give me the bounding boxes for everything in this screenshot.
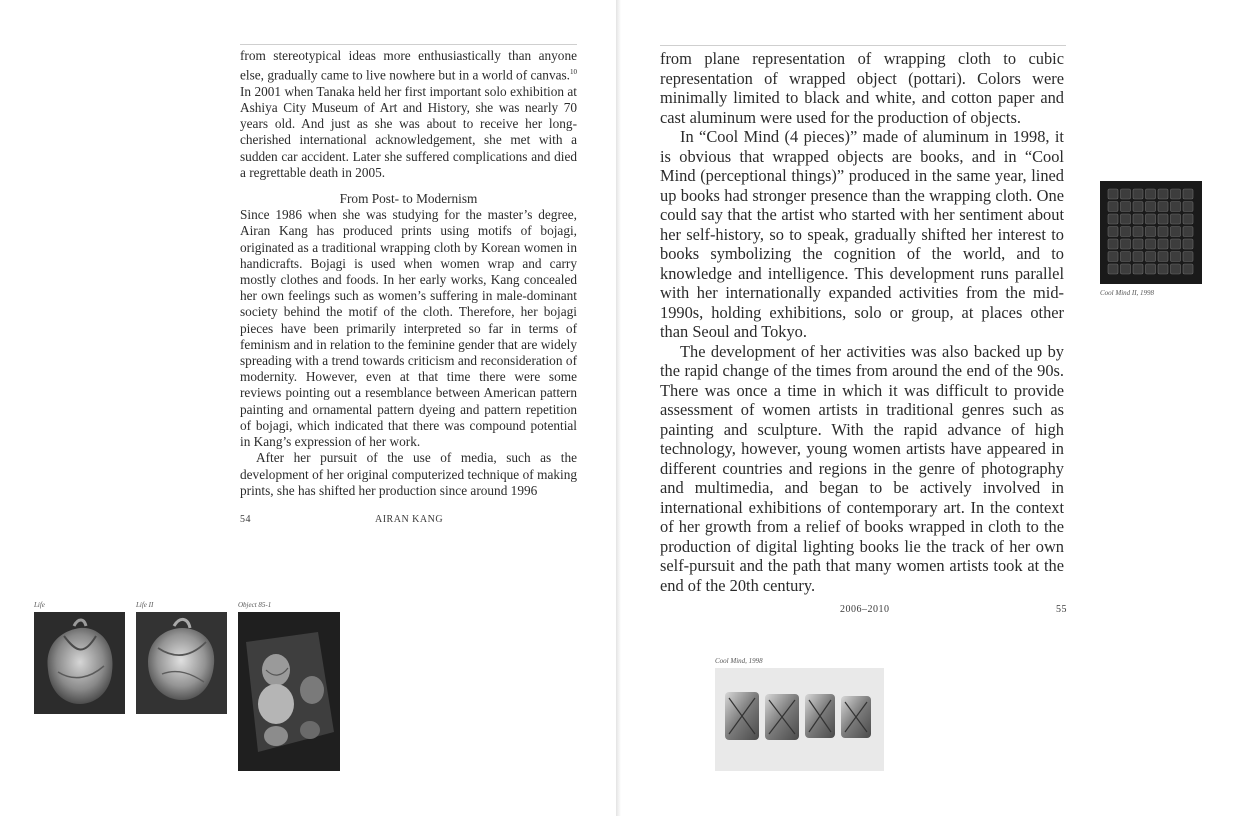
figure-caption-cool-mind: Cool Mind, 1998: [715, 657, 763, 665]
paragraph-pottari: from plane representation of wrapping cloth to cubic representation of wrapped object (pottari). Colors were minimally limited to black and white, and cotton paper and cast aluminum were used for the production of objects.: [660, 49, 1064, 127]
book-tile: [1121, 202, 1131, 212]
book-tile: [1108, 202, 1118, 212]
left-body-text: [240, 48, 577, 499]
paragraph-cool-mind: In “Cool Mind (4 pieces)” made of aluminum in 1998, it is obvious that wrapped objects are books, and in “Cool Mind (perceptional things)” produced in the same year, lined up books had stronger presence than the wrapping cloth. One could say that the artist who started with her sentiment about her self-history, so to speak, gradually shifted her interest to books symbolizing the cognition of the world, and to knowledge and intelligence. This development runs parallel with her internationally expanded activities from the mid-1990s, holding exhibitions, solo or group, at places other than Seoul and Tokyo.: [660, 127, 1064, 341]
paragraph-development: The development of her activities was also backed up by the rapid change of the times from around the end of the 90s. There was once a time in which it was difficult to provide assessment of women artists in traditional genres such as painting and sculpture. With the rapid advance of high technology, however, young women artists have appeared in different countries and regions in the genre of photography and multimedia, and began to be actively involved in international exhibitions of contemporary art. In the context of her growth from a relief of books wrapped in cloth to the production of digital lighting books lie the track of her own self-pursuit and the path that many women artists took at the end of the 20th century.: [660, 341, 1064, 595]
book-tile: [1171, 252, 1181, 262]
figure-caption-cool-mind-ii: Cool Mind II, 1998: [1100, 289, 1155, 297]
book-tile: [1183, 239, 1193, 249]
book-tile: [1133, 189, 1143, 199]
book-tile: [1133, 239, 1143, 249]
book-tile: [1133, 252, 1143, 262]
right-running-head: 2006–2010: [840, 604, 890, 615]
book-tile: [1183, 227, 1193, 237]
book-tile: [1108, 239, 1118, 249]
book-tile: [1121, 239, 1131, 249]
book-tile: [1146, 189, 1156, 199]
book-tile: [1121, 264, 1131, 274]
book-tile: [1158, 252, 1168, 262]
book-tile: [1121, 227, 1131, 237]
book-tile: [1108, 252, 1118, 262]
book-tile: [1121, 189, 1131, 199]
book-tile: [1133, 214, 1143, 224]
book-grid-graphic: [1100, 181, 1202, 284]
section-heading: From Post- to Modernism: [339, 191, 478, 207]
book-tile: [1183, 202, 1193, 212]
left-page-number: 54: [240, 514, 251, 525]
book-tile: [1158, 227, 1168, 237]
book-tile: [1146, 202, 1156, 212]
paragraph-media: After her pursuit of the use of media, such as the development of her original computerized technique of making prints, she has shifted her production since around 1996: [240, 450, 577, 498]
paragraph-continued: [240, 48, 577, 181]
book-tile: [1108, 189, 1118, 199]
left-page: [0, 0, 616, 816]
figure-life-image[interactable]: [34, 612, 125, 714]
book-tile: [1108, 214, 1118, 224]
figure-object-image[interactable]: [238, 612, 340, 771]
book-tile: [1183, 189, 1193, 199]
still-life-graphic: [238, 612, 340, 771]
book-tile: [1171, 189, 1181, 199]
book-tile: [1158, 202, 1168, 212]
book-tile: [1121, 252, 1131, 262]
paragraph-continued-text: from stereotypical ideas more enthusiastically than anyone else, gradually came to live nowhere but in a world of canvas.: [240, 48, 577, 83]
book-tile: [1133, 202, 1143, 212]
figure-cool-mind-ii-image[interactable]: [1100, 181, 1202, 284]
paragraph-bojagi: Since 1986 when she was studying for the master’s degree, Airan Kang has produced prints using motifs of bojagi, originated as a traditional wrapping cloth by Korean women in handicrafts. Bojagi is used when women wrap and carry mostly clothes and foods. In her early works, Kang concealed her own feelings such as women’s suffering in male-dominant society behind the motif of the cloth. Therefore, her bojagi pieces have been primarily interpreted so far in terms of feminism and in relation to the feminine gender that are widely spreading with a trend towards criticism and reconsideration of modernity. However, even at that time there were some reviews pointing out a resemblance between American pattern painting and ornamental pattern dyeing and pattern repetition of bojagi, which indicated that there was compound potential in Kang’s expression of her work.: [240, 207, 577, 450]
right-top-rule: [660, 45, 1066, 46]
book-tile: [1108, 227, 1118, 237]
book-tile: [1146, 252, 1156, 262]
book-tile: [1133, 264, 1143, 274]
book-tile: [1158, 264, 1168, 274]
book-tile: [1171, 202, 1181, 212]
footnote-marker[interactable]: 10: [570, 68, 577, 77]
figure-life-ii-image[interactable]: [136, 612, 227, 714]
book-tile: [1171, 239, 1181, 249]
left-top-rule: [240, 44, 577, 45]
book-tile: [1171, 214, 1181, 224]
book-tile: [1183, 252, 1193, 262]
book-tile: [1183, 214, 1193, 224]
book-tile: [1183, 264, 1193, 274]
figure-cool-mind-image[interactable]: [715, 668, 884, 771]
book-tile: [1171, 227, 1181, 237]
book-tile: [1108, 264, 1118, 274]
right-body-text: [660, 49, 1064, 595]
aluminum-books-graphic: [715, 668, 884, 771]
figure-caption-object: Object 85-1: [238, 601, 272, 609]
book-tile: [1146, 264, 1156, 274]
wrapped-bundle-graphic: [34, 612, 125, 714]
book-tile: [1146, 239, 1156, 249]
book-tile: [1121, 214, 1131, 224]
book-tile: [1133, 227, 1143, 237]
book-tile: [1158, 189, 1168, 199]
figure-caption-life-ii: Life II: [136, 601, 154, 609]
book-tile: [1146, 214, 1156, 224]
paragraph-continued-tail: In 2001 when Tanaka held her first important solo exhibition at Ashiya City Museum of Art and History, she was nearly 70 years old. And just as she was about to receive her long-cherished international acknowledgement, she met with a sudden car accident. Later she suffered complications and died a regrettable death in 2005.: [240, 83, 577, 180]
figure-caption-life: Life: [34, 601, 45, 609]
book-tile: [1158, 214, 1168, 224]
book-tile: [1171, 264, 1181, 274]
book-tile: [1158, 239, 1168, 249]
book-tile: [1146, 227, 1156, 237]
left-running-head: AIRAN KANG: [375, 514, 444, 525]
wrapped-bundle-graphic: [136, 612, 227, 714]
right-page-number: 55: [1056, 604, 1067, 615]
